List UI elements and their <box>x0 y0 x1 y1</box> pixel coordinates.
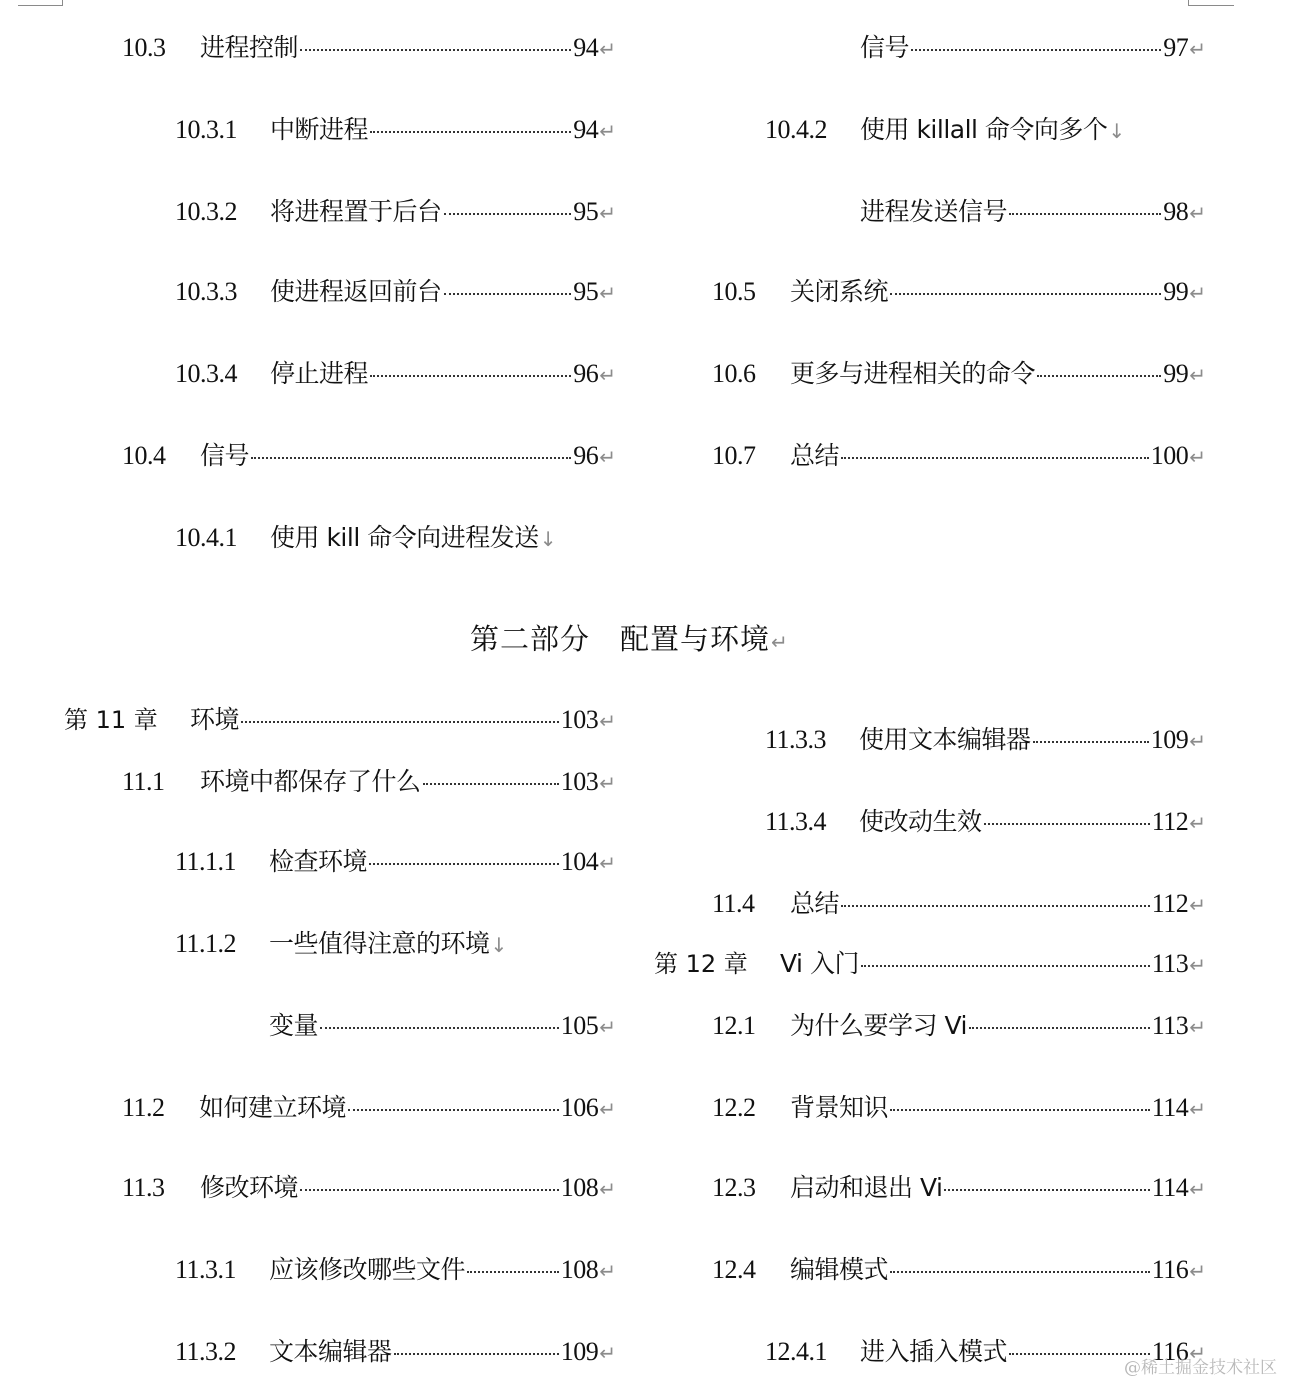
paragraph-mark-icon: ↵ <box>1189 953 1206 977</box>
paragraph-mark-icon: ↵ <box>1189 893 1206 917</box>
section-title-continued: 进程发送信号 <box>860 197 1008 226</box>
page-number: 116 <box>1151 1255 1189 1284</box>
toc-entry-10-4-2[interactable] <box>765 114 1125 146</box>
page-number: 96 <box>573 359 599 388</box>
dot-leader <box>1033 741 1149 743</box>
page-number: 113 <box>1151 949 1189 978</box>
section-number: 11.2 <box>122 1093 165 1122</box>
page-number: 106 <box>560 1093 599 1122</box>
paragraph-mark-icon: ↵ <box>1189 1177 1206 1201</box>
dot-leader <box>890 1271 1150 1273</box>
part-heading-text: 第二部分 配置与环境 <box>470 622 771 656</box>
section-title: 停止进程 <box>270 359 369 388</box>
page-number: 104 <box>560 847 599 876</box>
paragraph-mark-icon: ↵ <box>1189 1097 1206 1121</box>
section-number: 11.3.4 <box>765 807 827 836</box>
toc-entry-11-1-1[interactable] <box>175 846 616 878</box>
section-title: 中断进程 <box>270 115 369 144</box>
paragraph-mark-icon: ↵ <box>1189 729 1206 753</box>
section-number: 10.3.4 <box>175 359 237 388</box>
section-number: 10.4.2 <box>765 115 827 144</box>
paragraph-mark-icon: ↵ <box>599 1177 616 1201</box>
dot-leader <box>890 1109 1150 1111</box>
dot-leader <box>444 293 572 295</box>
paragraph-mark-icon: ↵ <box>1189 281 1206 305</box>
toc-entry-chapter-12[interactable] <box>654 948 1206 980</box>
paragraph-mark-icon: ↵ <box>1189 363 1206 387</box>
section-title: 使用 killall 命令向多个 <box>860 115 1108 144</box>
page-number: 96 <box>573 441 599 470</box>
section-number: 10.3 <box>122 33 166 62</box>
paragraph-mark-icon: ↵ <box>599 771 616 795</box>
paragraph-mark-icon: ↵ <box>1189 445 1206 469</box>
paragraph-mark-icon: ↵ <box>599 201 616 225</box>
toc-entry-10-6[interactable] <box>712 358 1206 390</box>
section-number: 10.3.2 <box>175 197 237 226</box>
section-number: 10.3.3 <box>175 277 237 306</box>
section-title: 信号 <box>200 441 250 470</box>
section-title: 进入插入模式 <box>860 1337 1008 1366</box>
toc-entry-10-4-1[interactable] <box>175 522 556 554</box>
paragraph-mark-icon: ↵ <box>599 445 616 469</box>
page-number: 105 <box>560 1011 599 1040</box>
section-title: 启动和退出 Vi <box>790 1173 943 1202</box>
section-title: 一些值得注意的环境 <box>269 929 490 958</box>
page-number: 114 <box>1151 1093 1189 1122</box>
paragraph-mark-icon: ↵ <box>599 363 616 387</box>
section-title: 使改动生效 <box>859 807 982 836</box>
paragraph-mark-icon: ↵ <box>1189 1341 1206 1365</box>
toc-entry-12-4[interactable] <box>712 1254 1206 1286</box>
paragraph-mark-icon: ↵ <box>599 119 616 143</box>
dot-leader <box>300 49 571 51</box>
toc-entry-10-3-3[interactable] <box>175 276 616 308</box>
page-number: 98 <box>1163 197 1189 226</box>
toc-entry-10-3[interactable] <box>122 32 616 64</box>
paragraph-mark-icon: ↵ <box>599 851 616 875</box>
toc-entry-11-3-3[interactable] <box>765 724 1206 756</box>
section-title: 应该修改哪些文件 <box>269 1255 466 1284</box>
section-number: 11.3.1 <box>175 1255 237 1284</box>
dot-leader <box>841 457 1149 459</box>
part-heading <box>470 617 789 658</box>
dot-leader <box>241 721 559 723</box>
dot-leader <box>251 457 571 459</box>
toc-entry-11-3[interactable] <box>122 1172 616 1204</box>
chapter-title: Vi 入门 <box>780 949 859 978</box>
toc-entry-chapter-11[interactable] <box>64 704 616 736</box>
page-number: 109 <box>560 1337 599 1366</box>
toc-entry-10-4[interactable] <box>122 440 616 472</box>
paragraph-mark-icon: ↵ <box>599 709 616 733</box>
section-title: 使进程返回前台 <box>270 277 442 306</box>
section-title: 将进程置于后台 <box>270 197 442 226</box>
dot-leader <box>911 49 1161 51</box>
dot-leader <box>1009 213 1161 215</box>
paragraph-mark-icon: ↵ <box>1189 201 1206 225</box>
section-number: 10.4 <box>122 441 166 470</box>
toc-entry-10-5[interactable] <box>712 276 1206 308</box>
dot-leader <box>370 131 571 133</box>
page-number: 108 <box>560 1255 599 1284</box>
dot-leader <box>369 863 559 865</box>
page-number: 113 <box>1151 1011 1189 1040</box>
dot-leader <box>944 1189 1149 1191</box>
crop-mark-top-right <box>1188 0 1234 6</box>
paragraph-mark-icon: ↵ <box>599 1341 616 1365</box>
paragraph-mark-icon: ↵ <box>599 281 616 305</box>
page-number: 103 <box>560 705 599 734</box>
page-number: 99 <box>1163 359 1189 388</box>
dot-leader <box>348 1109 559 1111</box>
section-title: 为什么要学习 Vi <box>790 1011 967 1040</box>
section-number: 11.4 <box>712 889 755 918</box>
toc-entry-11-3-4[interactable] <box>765 806 1206 838</box>
dot-leader <box>890 293 1161 295</box>
section-title: 总结 <box>790 441 840 470</box>
section-number: 11.1 <box>122 767 165 796</box>
section-title-continued: 信号 <box>860 33 910 62</box>
dot-leader <box>370 375 571 377</box>
section-number: 11.1.1 <box>175 847 237 876</box>
toc-entry-11-1-2[interactable] <box>175 928 507 960</box>
watermark: @稀土掘金技术社区 <box>1124 1358 1277 1378</box>
dot-leader <box>300 1189 559 1191</box>
paragraph-mark-icon: ↵ <box>771 630 789 654</box>
toc-entry-11-4[interactable] <box>712 888 1206 920</box>
page-number: 100 <box>1150 441 1189 470</box>
page-number: 94 <box>573 115 599 144</box>
toc-entry-12-2[interactable] <box>712 1092 1206 1124</box>
paragraph-mark-icon: ↵ <box>599 1097 616 1121</box>
page-number: 103 <box>560 767 599 796</box>
dot-leader <box>984 823 1150 825</box>
paragraph-mark-icon: ↵ <box>1189 811 1206 835</box>
toc-entry-11-3-1[interactable] <box>175 1254 616 1286</box>
dot-leader <box>969 1027 1150 1029</box>
section-number: 11.1.2 <box>175 929 237 958</box>
section-number: 10.4.1 <box>175 523 237 552</box>
toc-entry-12-1[interactable] <box>712 1010 1206 1042</box>
section-title: 环境中都保存了什么 <box>200 767 421 796</box>
section-number: 12.2 <box>712 1093 756 1122</box>
dot-leader <box>423 783 559 785</box>
dot-leader <box>320 1027 559 1029</box>
section-number: 10.3.1 <box>175 115 237 144</box>
toc-entry-10-3-4[interactable] <box>175 358 616 390</box>
paragraph-mark-icon: ↵ <box>1189 37 1206 61</box>
toc-entry-11-2[interactable] <box>122 1092 616 1124</box>
section-number: 11.3 <box>122 1173 165 1202</box>
paragraph-mark-icon: ↵ <box>1189 1259 1206 1283</box>
page-number: 109 <box>1150 725 1189 754</box>
toc-entry-11-1-2-cont[interactable] <box>269 1010 616 1042</box>
section-number: 10.6 <box>712 359 756 388</box>
line-break-mark-icon: ↓ <box>539 527 557 551</box>
section-title: 编辑模式 <box>790 1255 889 1284</box>
page-number: 97 <box>1163 33 1189 62</box>
toc-entry-11-3-2[interactable] <box>175 1336 616 1368</box>
page-number: 95 <box>573 277 599 306</box>
section-title: 检查环境 <box>269 847 368 876</box>
dot-leader <box>861 965 1150 967</box>
toc-entry-12-3[interactable] <box>712 1172 1206 1204</box>
page-number: 116 <box>1151 1337 1189 1366</box>
page-number: 112 <box>1151 889 1189 918</box>
crop-mark-top-left <box>18 0 63 6</box>
page-number: 94 <box>573 33 599 62</box>
section-number: 12.4.1 <box>765 1337 827 1366</box>
section-title: 背景知识 <box>790 1093 889 1122</box>
section-title: 如何建立环境 <box>199 1093 347 1122</box>
dot-leader <box>1037 375 1161 377</box>
toc-entry-10-7[interactable] <box>712 440 1206 472</box>
page-number: 108 <box>560 1173 599 1202</box>
toc-entry-10-3-1[interactable] <box>175 114 616 146</box>
paragraph-mark-icon: ↵ <box>599 1015 616 1039</box>
paragraph-mark-icon: ↵ <box>1189 1015 1206 1039</box>
section-number: 10.7 <box>712 441 756 470</box>
dot-leader <box>841 905 1150 907</box>
section-title: 总结 <box>790 889 840 918</box>
section-title-continued: 变量 <box>269 1011 319 1040</box>
paragraph-mark-icon: ↵ <box>599 1259 616 1283</box>
chapter-number: 第 11 章 <box>64 706 158 734</box>
page-number: 114 <box>1151 1173 1189 1202</box>
paragraph-mark-icon: ↵ <box>599 37 616 61</box>
section-number: 11.3.2 <box>175 1337 237 1366</box>
line-break-mark-icon: ↓ <box>490 933 508 957</box>
section-title: 使用文本编辑器 <box>859 725 1031 754</box>
section-title: 进程控制 <box>200 33 299 62</box>
section-number: 12.1 <box>712 1011 756 1040</box>
section-number: 12.3 <box>712 1173 756 1202</box>
section-title: 使用 kill 命令向进程发送 <box>270 523 539 552</box>
toc-entry-10-3-2[interactable] <box>175 196 616 228</box>
dot-leader <box>467 1271 559 1273</box>
line-break-mark-icon: ↓ <box>1108 119 1126 143</box>
toc-entry-11-1[interactable] <box>122 766 616 798</box>
section-number: 10.5 <box>712 277 756 306</box>
page-number: 95 <box>573 197 599 226</box>
section-number: 11.3.3 <box>765 725 827 754</box>
section-title: 修改环境 <box>200 1173 299 1202</box>
section-title: 更多与进程相关的命令 <box>790 359 1036 388</box>
dot-leader <box>444 213 572 215</box>
page-number: 112 <box>1151 807 1189 836</box>
toc-entry-10-4-1-cont[interactable] <box>860 32 1206 64</box>
dot-leader <box>394 1353 559 1355</box>
section-title: 文本编辑器 <box>269 1337 392 1366</box>
section-title: 关闭系统 <box>790 277 889 306</box>
toc-entry-10-4-2-cont[interactable] <box>860 196 1206 228</box>
chapter-title: 环境 <box>190 705 240 734</box>
chapter-number: 第 12 章 <box>654 950 748 978</box>
page-number: 99 <box>1163 277 1189 306</box>
section-number: 12.4 <box>712 1255 756 1284</box>
